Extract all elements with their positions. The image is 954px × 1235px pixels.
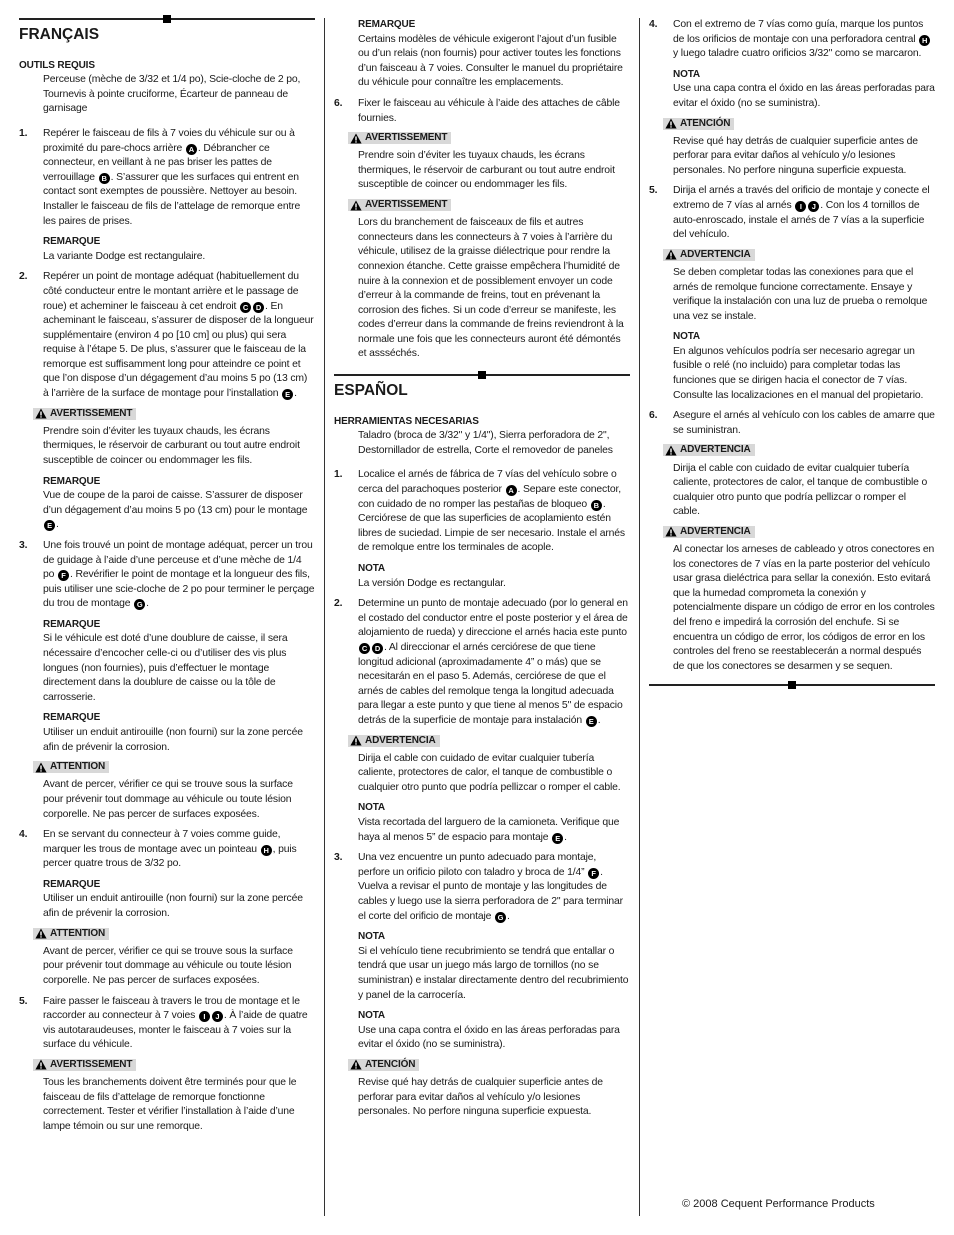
note-text: En algunos vehículos podría ser necesario agregar un fusible o relé (no incluido) para completar todas las funciones que se dirigen hacia el conector de 7 vías. Consulte las localizaciones en el manual del propietario. — [673, 345, 924, 401]
steps-list — [649, 18, 935, 674]
step-text: Repérer un point de montage adéquat (habituellement du côté conducteur entre le montant arrière et le passage de roue) et acheminer le faisceau à cet endroit C D . En acheminant le faisceau, s’assurer de disposer de la longueur supplémentaire (environ 4 po [10 cm] ou plus) qui sera requise à l’étape 5. De plus, s’assurer que le faisceau de la remorque est suffisamment long pour atteindre ce point et que l’on dispose d’un dégagement d’au moins 5 po (13 cm) à l’arrière de la surface de montage pour l’installation E . — [43, 271, 314, 400]
copyright-footer: © 2008 Cequent Performance Products — [682, 1198, 875, 1210]
warning-label-text: AVERTISSEMENT — [50, 407, 133, 419]
note-text: Utiliser un enduit antirouille (non fourni) sur la zone percée afin de prévenir la corrosion. — [43, 727, 303, 753]
callout-badge-icon: A — [186, 144, 197, 155]
warning-note — [673, 118, 935, 179]
step-text: Determine un punto de montaje adecuado (por lo general en el costado del conductor entre el poste posterior y el área de alojamiento de rueda) y direccione el arnés hacia este punto C D . Al direccionar el arnés cerciórese de que tiene longitud adicional (aproximadamente 4” o más) que se necesitarán en el paso 5. Además, cerciórese de que el arnés de cables del remolque tenga la longitud adecuada para llegar a este punto y que tiene al menos 5" de espacio detrás de la superficie de montaje para instalación E . — [358, 598, 628, 726]
section-heading-spanish: ESPAÑOL — [334, 382, 408, 400]
warning-note — [673, 249, 935, 324]
step-text: Une fois trouvé un point de montage adéquat, percer un trou de guidage à l’aide d’une perceuse et d’une mèche de 1/4 po F . Revérifier le point de montage et la longueur des fils, puis utiliser une scie-cloche de 2 po pour terminer le perçage du trou de montage G . — [43, 539, 315, 610]
note-text: Dirija el cable con cuidado de evitar cualquier tubería caliente, protectores de calor, el tanque de combustible o cualquier otro punto que podría pellizcar o romper el cable. — [673, 462, 928, 518]
remark-note — [358, 562, 630, 591]
step-text: Dirija el arnés a través del orificio de montaje y conecte el extremo de 7 vías al arnés I J . Con los 4 tornillos de auto-enroscado, instale el arnés de 7 vías a la superficie del vehículo. — [673, 185, 930, 241]
instruction-step — [19, 127, 315, 264]
step-number: 6. — [649, 410, 658, 422]
callout-badge-icon: F — [58, 570, 69, 581]
warning-label-text: AVERTISSEMENT — [365, 132, 448, 144]
section-rule — [334, 374, 630, 376]
step-text: Repérer le faisceau de fils à 7 voies du véhicule sur ou à proximité du pare-chocs arrière A . Débrancher ce connecteur, en veillant à ne pas briser les pattes de verrouillage B . S’assurer que les surfaces qui entrent en contact sont exemptes de poussière. Nettoyer au besoin. Installer le faisceau de fils de l’attelage de remorque entre les paires de prises. — [43, 127, 301, 227]
tools-text: Taladro (broca de 3/32" y 1/4"), Sierra perforadora de 2", Destornillador de estrella, Corte el removedor de paneles — [358, 430, 613, 456]
step-text: Con el extremo de 7 vías como guía, marque los puntos de los orificios de montaje con una perforadora central H y luego taladre cuatro orificios 3/32" como se marcaron. — [673, 18, 935, 62]
warning-triangle-icon — [350, 133, 362, 144]
note-text: Vue de coupe de la paroi de caisse. S’assurer de disposer d’un dégagement d’au moins 5 po (13 cm) pour le montage E . — [43, 490, 308, 531]
instruction-step — [19, 828, 315, 988]
section-rule — [19, 18, 315, 20]
callout-badge-icon: E — [586, 716, 597, 727]
callout-badge-icon: D — [253, 302, 264, 313]
callout-badge-icon: B — [591, 500, 602, 511]
warning-label-text: ADVERTENCIA — [680, 525, 751, 537]
step-number: 2. — [334, 598, 343, 610]
note-text: Utiliser un enduit antirouille (non fourni) sur la zone percée afin de prévenir la corrosion. — [43, 893, 303, 920]
warning-triangle-icon — [350, 735, 362, 746]
warning-label-text: ATTENTION — [50, 927, 106, 939]
callout-badge-icon: J — [808, 201, 819, 212]
warning-label — [33, 761, 109, 773]
callout-badge-icon: F — [588, 868, 599, 879]
warning-label-text: ADVERTENCIA — [680, 444, 751, 456]
note-text: Se deben completar todas las conexiones para que el arnés de remolque funcione correctamente. Ensaye y verifique la instalación con una luz de prueba o remolque una vez se instale. — [673, 266, 928, 322]
instruction-step — [19, 270, 315, 533]
warning-note — [43, 761, 315, 822]
callout-badge-icon: G — [495, 912, 506, 923]
step-number: 5. — [19, 995, 28, 1007]
remark-title: REMARQUE — [358, 19, 416, 30]
column-divider-2 — [639, 18, 640, 1216]
callout-badge-icon: H — [919, 35, 930, 46]
step-number: 4. — [649, 19, 658, 30]
note-text: Use una capa contra el óxido en las áreas perforadas para evitar el óxido (no se suministra). — [673, 83, 935, 109]
note-text: Revise qué hay detrás de cualquier superficie antes de perforar para evitar daños al vehículo y/o lesiones personales. No perfore ninguna superficie expuesta. — [358, 1077, 603, 1118]
remark-title: REMARQUE — [43, 236, 101, 248]
note-text: Lors du branchement de faisceaux de fils et autres connecteurs dans les connecteurs à 7 voies à l’arrière du véhicule, utilisez de la graisse diélectrique pour rendre la connexion étanche. Cette graisse empêchera l’humidité de nuire à la connexion et de possiblement envoyer un code d’erreur à la commande de freins, tout en prévenant la corrosion des fiches. Si un code d’erreur se manifeste, les codes d’erreur dans la commande de freins reviendront à la normale une fois que les connecteurs auront été démontés et assséchés. — [358, 217, 624, 360]
warning-note — [673, 526, 935, 674]
remark-title: NOTA — [358, 931, 385, 943]
instruction-step — [334, 468, 630, 591]
step-number: 6. — [334, 97, 343, 109]
remark-note — [358, 1009, 630, 1053]
instruction-step — [649, 184, 935, 403]
warning-note — [43, 1059, 315, 1134]
instruction-step — [649, 18, 935, 178]
step-number: 4. — [19, 829, 28, 841]
warning-note — [358, 132, 630, 193]
warning-label — [663, 526, 755, 538]
instruction-step — [19, 539, 315, 822]
step-number: 1. — [334, 469, 343, 481]
instruction-step — [649, 409, 935, 674]
note-text: Revise qué hay detrás de cualquier superficie antes de perforar para evitar daños al vehículo y/o lesiones personales. No perfore ninguna superficie expuesta. — [673, 135, 918, 176]
step-number: 3. — [19, 539, 28, 551]
callout-badge-icon: D — [372, 643, 383, 654]
column-french — [19, 18, 315, 1140]
note-text: Si el vehículo tiene recubrimiento se tendrá que entallar o tendrá que usar un juego más largo de tornillos (no se suministran) e instalar directamente dentro del recubrimiento y panel de la carrocería. — [358, 945, 629, 1001]
remark-note — [673, 330, 935, 403]
warning-note — [358, 735, 630, 796]
warning-label — [663, 444, 755, 456]
step-number: 3. — [334, 852, 343, 864]
remark-title: NOTA — [358, 1010, 385, 1022]
warning-note — [43, 408, 315, 469]
step-text: Una vez encuentre un punto adecuado para montaje, perfore un orificio piloto con taladro y broca de 1/4” F . Vuelva a revisar el punto de montaje y las longitudes de cables y luego use la sierra perforadora de 2" para terminar el corte del orificio de montaje G . — [358, 852, 623, 922]
remark-title: REMARQUE — [43, 712, 101, 724]
note-text: Certains modèles de véhicule exigeront l’ajout d’un fusible ou d’un relais (non fournis) pour activer toutes les fonctions d’un faisceau à 7 voies. Consulter le manuel du propriétaire du véhicule pour connaître les emplacements. — [358, 33, 623, 89]
remark-note — [358, 801, 630, 845]
warning-triangle-icon — [350, 200, 362, 211]
warning-triangle-icon — [665, 249, 677, 260]
remark-title: REMARQUE — [43, 878, 101, 890]
remark-note — [43, 711, 315, 755]
note-text: Avant de percer, vérifier ce qui se trouve sous la surface pour prévenir tout dommage au véhicule ou toute lésion corporelle. Ne pas percer de surfaces exposées. — [43, 945, 293, 986]
remark-note — [358, 930, 630, 1003]
remark-note — [43, 475, 315, 533]
remark-title: NOTA — [358, 802, 385, 814]
warning-triangle-icon — [35, 408, 47, 419]
warning-label-text: ATENCIÓN — [680, 117, 731, 129]
column-spanish-cont — [649, 18, 935, 692]
remark-title: NOTA — [673, 331, 700, 343]
note-text: La versión Dodge es rectangular. — [358, 577, 506, 589]
instruction-step — [334, 851, 630, 1120]
warning-label — [663, 249, 755, 261]
callout-badge-icon: C — [240, 302, 251, 313]
warning-label — [663, 118, 734, 130]
remark-note — [43, 618, 315, 706]
warning-label — [348, 1059, 419, 1071]
warning-label — [33, 928, 109, 940]
column-divider-1 — [324, 18, 325, 1216]
warning-label — [348, 199, 451, 211]
warning-label — [348, 735, 440, 747]
step-number: 2. — [19, 271, 28, 283]
callout-badge-icon: B — [99, 173, 110, 184]
steps-list — [19, 127, 315, 1134]
step-text: Faire passer le faisceau à travers le trou de montage et le raccorder au connecteur à 7 voies I J . À l’aide de quatre vis autotaraudeuses, monter le faisceau à 7 voies sur la surface du véhicule. — [43, 995, 308, 1051]
warning-label-text: ATTENTION — [50, 761, 106, 773]
remark-note — [358, 18, 630, 91]
remark-title: REMARQUE — [43, 475, 101, 487]
warning-triangle-icon — [665, 445, 677, 456]
callout-badge-icon: A — [506, 485, 517, 496]
warning-triangle-icon — [35, 762, 47, 773]
steps-list — [334, 468, 630, 1119]
callout-badge-icon: I — [795, 201, 806, 212]
callout-badge-icon: E — [552, 833, 563, 844]
callout-badge-icon: E — [282, 389, 293, 400]
warning-label — [33, 1059, 136, 1071]
note-text: Al conectar los arneses de cableado y otros conectores en los conectores de 7 vías en la parte posterior del vehículo usar grasa dieléctrica para sellar la conexión. Esto evitará que la humedad comprometa la conexión y potencialmente dispare un código de error en los controles del freno e impedirá la corrosión del enchufe. Si se encuentra un código de error, los códigos de error en los controles del freno se reestablecerán a normal después de que los conectores se desarmen y se sequen. — [673, 544, 935, 672]
tools-title: OUTILS REQUIS — [19, 59, 95, 71]
warning-triangle-icon — [35, 1059, 47, 1070]
remark-note — [673, 68, 935, 112]
warning-label — [33, 408, 136, 420]
callout-badge-icon: C — [359, 643, 370, 654]
instruction-step — [334, 597, 630, 845]
tools-text: Perceuse (mèche de 3/32 et 1/4 po), Scie-cloche de 2 po, Tournevis à pointe cruciforme, Écarteur de panneau de garnisage — [43, 74, 301, 115]
note-text: Prendre soin d’éviter les tuyaux chauds, les écrans thermiques, le réservoir de carburant ou tout autre endroit susceptible de coincer ou endommager les fils. — [358, 150, 615, 191]
warning-note — [358, 1059, 630, 1120]
lead-notes — [334, 18, 630, 91]
warning-triangle-icon — [350, 1059, 362, 1070]
note-text: Si le véhicule est doté d’une doublure de caisse, il sera nécessaire d’encocher celle-ci ou d’utiliser des vis plus longues (non fournies), puis d’effectuer le montage directement dans la doublure de caisse ou la tôle de carrosserie. — [43, 633, 288, 703]
warning-triangle-icon — [665, 118, 677, 129]
note-text: Dirija el cable con cuidado de evitar cualquier tubería caliente, protectores de calor, el tanque de combustible o cualquier otro punto que podría pellizcar o romper el cable. — [358, 752, 621, 793]
section-rule — [649, 684, 935, 686]
remark-title: NOTA — [673, 68, 700, 80]
warning-label — [348, 132, 451, 144]
warning-note — [673, 444, 935, 519]
warning-note — [358, 199, 630, 362]
note-text: Avant de percer, vérifier ce qui se trouve sous la surface pour prévenir tout dommage au véhicule ou toute lésion corporelle. Ne pas percer de surfaces exposées. — [43, 779, 293, 820]
warning-note — [43, 928, 315, 989]
note-text: Vista recortada del larguero de la camioneta. Verifique que haya al menos 5” de espacio para montaje E . — [358, 817, 620, 843]
callout-badge-icon: J — [212, 1011, 223, 1022]
callout-badge-icon: E — [44, 520, 55, 531]
warning-label-text: AVERTISSEMENT — [365, 199, 448, 211]
remark-note — [43, 878, 315, 922]
steps-list — [334, 97, 630, 362]
remark-note — [43, 235, 315, 264]
note-text: Use una capa contra el óxido en las áreas perforadas para evitar el óxido (no se suministra). — [358, 1024, 620, 1051]
warning-label-text: ADVERTENCIA — [365, 734, 436, 746]
remark-title: NOTA — [358, 563, 385, 574]
instruction-step — [334, 97, 630, 362]
section-heading-french: FRANÇAIS — [19, 26, 100, 43]
step-number: 5. — [649, 185, 658, 197]
note-text: La variante Dodge est rectangulaire. — [43, 250, 206, 262]
warning-label-text: ATENCIÓN — [365, 1058, 416, 1070]
column-middle — [334, 18, 630, 1126]
step-text: Localice el arnés de fábrica de 7 vías del vehículo sobre o cerca del parachoques posterior A . Separe este conector, con cuidado de no romper las pestañas de bloqueo B . Cerciórese de que las superficies de acoplamiento estén libres de suciedad. Limpie de ser necesario. Instale el arnés de remolque entre los terminales de acople. — [358, 469, 625, 554]
instruction-step — [19, 995, 315, 1135]
remark-title: REMARQUE — [43, 618, 101, 630]
step-text: Fixer le faisceau au véhicule à l’aide des attaches de câble fournies. — [358, 97, 620, 124]
tools-title: HERRAMIENTAS NECESARIAS — [334, 415, 479, 427]
warning-label-text: ADVERTENCIA — [680, 248, 751, 260]
step-number: 1. — [19, 127, 28, 139]
note-text: Prendre soin d’éviter les tuyaux chauds, les écrans thermiques, le réservoir de carburant ou tout autre endroit susceptible de coincer ou endommager les fils. — [43, 425, 300, 466]
warning-label-text: AVERTISSEMENT — [50, 1058, 133, 1070]
step-text: En se servant du connecteur à 7 voies comme guide, marquer les trous de montage avec un pointeau H , puis percer quatre trous de 3/32 po. — [43, 829, 297, 870]
warning-triangle-icon — [35, 928, 47, 939]
warning-triangle-icon — [665, 526, 677, 537]
callout-badge-icon: I — [199, 1011, 210, 1022]
callout-badge-icon: G — [134, 599, 145, 610]
note-text: Tous les branchements doivent être terminés pour que le faisceau de fils d’attelage de remorque fonctionne correctement. Tester et vérifier l’installation à l’aide d’une lampe témoin ou sur une remorque. — [43, 1077, 297, 1132]
step-text: Asegure el arnés al vehículo con los cables de amarre que se suministran. — [673, 410, 935, 436]
callout-badge-icon: H — [261, 845, 272, 856]
